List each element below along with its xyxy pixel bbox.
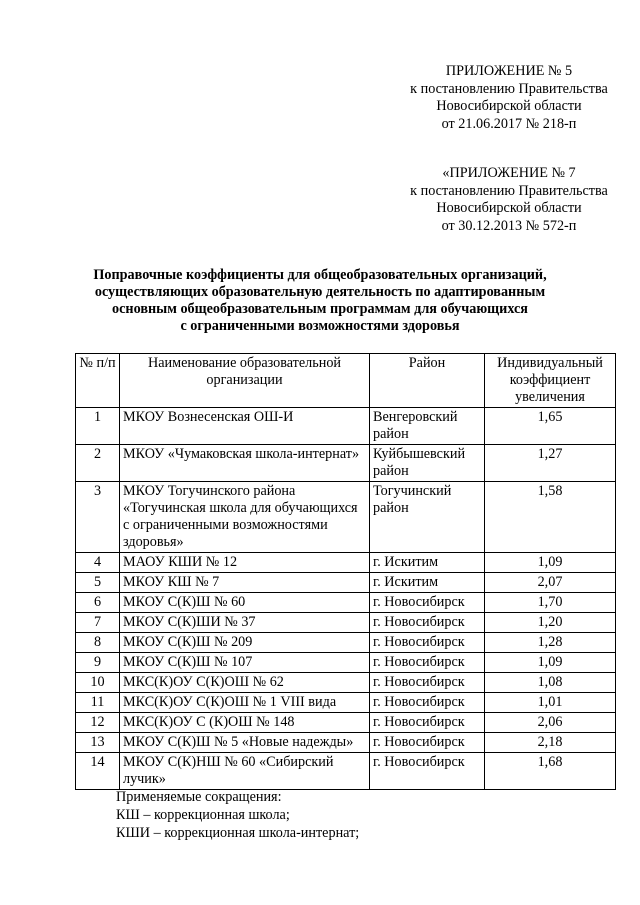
cell-district: г. Новосибирск: [370, 673, 485, 693]
appendix-5-header: [374, 63, 640, 133]
header-organization: Наименование образовательной организации: [120, 354, 370, 408]
cell-coefficient: 2,18: [485, 733, 616, 753]
header-district: Район: [370, 354, 485, 408]
cell-district: г. Искитим: [370, 553, 485, 573]
cell-district: г. Новосибирск: [370, 693, 485, 713]
cell-number: 4: [76, 553, 120, 573]
appendix-line: «ПРИЛОЖЕНИЕ № 7: [442, 165, 576, 181]
table-row: [76, 613, 616, 633]
cell-district: г. Новосибирск: [370, 733, 485, 753]
cell-number: 10: [76, 673, 120, 693]
appendix-line: от 30.12.2013 № 572-п: [441, 217, 577, 234]
cell-number: 7: [76, 613, 120, 633]
header-number: № п/п: [76, 354, 120, 408]
appendix-line: Новосибирской области: [436, 98, 582, 114]
cell-organization: МАОУ КШИ № 12: [120, 553, 370, 573]
cell-district: г. Новосибирск: [370, 653, 485, 673]
cell-district: г. Новосибирск: [370, 633, 485, 653]
cell-coefficient: 1,27: [485, 445, 616, 482]
cell-organization: МКОУ С(К)ШИ № 37: [120, 613, 370, 633]
note-line: КШИ – коррекционная школа-интернат;: [116, 825, 360, 841]
cell-organization: МКОУ С(К)Ш № 209: [120, 633, 370, 653]
cell-organization: МКОУ Тогучинского района «Тогучинская школа для обучающихся с ограниченными возможностями здоровья»: [120, 482, 370, 553]
cell-district: г. Новосибирск: [370, 593, 485, 613]
cell-organization: МКС(К)ОУ С (К)ОШ № 148: [120, 713, 370, 733]
cell-district: г. Новосибирск: [370, 613, 485, 633]
cell-organization: МКОУ Вознесенская ОШ-И: [120, 408, 370, 445]
cell-number: 3: [76, 482, 120, 553]
cell-number: 9: [76, 653, 120, 673]
cell-coefficient: 2,07: [485, 573, 616, 593]
coefficients-table: [75, 353, 616, 790]
table-row: [76, 553, 616, 573]
cell-coefficient: 1,68: [485, 753, 616, 790]
table-row: [76, 713, 616, 733]
cell-coefficient: 1,65: [485, 408, 616, 445]
appendix-line: от 21.06.2017 № 218-п: [441, 115, 577, 132]
table-row: [76, 653, 616, 673]
cell-organization: МКОУ С(К)Ш № 60: [120, 593, 370, 613]
cell-coefficient: 1,09: [485, 553, 616, 573]
appendix-line: Новосибирской области: [436, 200, 582, 216]
table-row: [76, 633, 616, 653]
cell-district: г. Новосибирск: [370, 753, 485, 790]
cell-coefficient: 1,01: [485, 693, 616, 713]
appendix-line: к постановлению Правительства: [410, 182, 608, 199]
cell-district: г. Новосибирск: [370, 713, 485, 733]
cell-coefficient: 2,06: [485, 713, 616, 733]
title-line: основным общеобразовательным программам для обучающихся: [112, 301, 528, 317]
cell-coefficient: 1,28: [485, 633, 616, 653]
cell-number: 5: [76, 573, 120, 593]
table-header-row: [76, 354, 616, 408]
cell-organization: МКС(К)ОУ С(К)ОШ № 62: [120, 673, 370, 693]
title-line: с ограниченными возможностями здоровья: [180, 318, 460, 334]
table-row: [76, 445, 616, 482]
appendix-line: к постановлению Правительства: [410, 80, 608, 97]
cell-number: 6: [76, 593, 120, 613]
table-row: [76, 482, 616, 553]
cell-district: Венгеровский район: [370, 408, 485, 445]
cell-organization: МКОУ С(К)Ш № 107: [120, 653, 370, 673]
title-line: осуществляющих образовательную деятельность по адаптированным: [94, 284, 546, 300]
cell-number: 2: [76, 445, 120, 482]
cell-district: г. Искитим: [370, 573, 485, 593]
appendix-line: ПРИЛОЖЕНИЕ № 5: [445, 63, 573, 79]
cell-district: Тогучинский район: [370, 482, 485, 553]
document-title: [70, 267, 570, 335]
table-row: [76, 673, 616, 693]
cell-organization: МКОУ С(К)НШ № 60 «Сибирский лучик»: [120, 753, 370, 790]
cell-district: Куйбышевский район: [370, 445, 485, 482]
cell-number: 1: [76, 408, 120, 445]
cell-number: 11: [76, 693, 120, 713]
cell-coefficient: 1,70: [485, 593, 616, 613]
header-coefficient: Индивидуальный коэффициент увеличения: [485, 354, 616, 408]
appendix-7-header: [374, 165, 640, 235]
cell-organization: МКОУ КШ № 7: [120, 573, 370, 593]
abbreviations-note: [116, 788, 359, 842]
table-row: [76, 753, 616, 790]
table-row: [76, 733, 616, 753]
cell-coefficient: 1,58: [485, 482, 616, 553]
cell-organization: МКОУ С(К)Ш № 5 «Новые надежды»: [120, 733, 370, 753]
table-row: [76, 593, 616, 613]
table-row: [76, 573, 616, 593]
table-body: [76, 408, 616, 790]
table-row: [76, 408, 616, 445]
cell-coefficient: 1,08: [485, 673, 616, 693]
cell-coefficient: 1,20: [485, 613, 616, 633]
note-line: Применяемые сокращения:: [116, 789, 282, 805]
cell-number: 12: [76, 713, 120, 733]
table-row: [76, 693, 616, 713]
title-line: Поправочные коэффициенты для общеобразовательных организаций,: [93, 267, 547, 283]
cell-organization: МКОУ «Чумаковская школа-интернат»: [120, 445, 370, 482]
cell-number: 13: [76, 733, 120, 753]
cell-number: 8: [76, 633, 120, 653]
cell-coefficient: 1,09: [485, 653, 616, 673]
note-line: КШ – коррекционная школа;: [116, 807, 290, 823]
cell-number: 14: [76, 753, 120, 790]
cell-organization: МКС(К)ОУ С(К)ОШ № 1 VIII вида: [120, 693, 370, 713]
